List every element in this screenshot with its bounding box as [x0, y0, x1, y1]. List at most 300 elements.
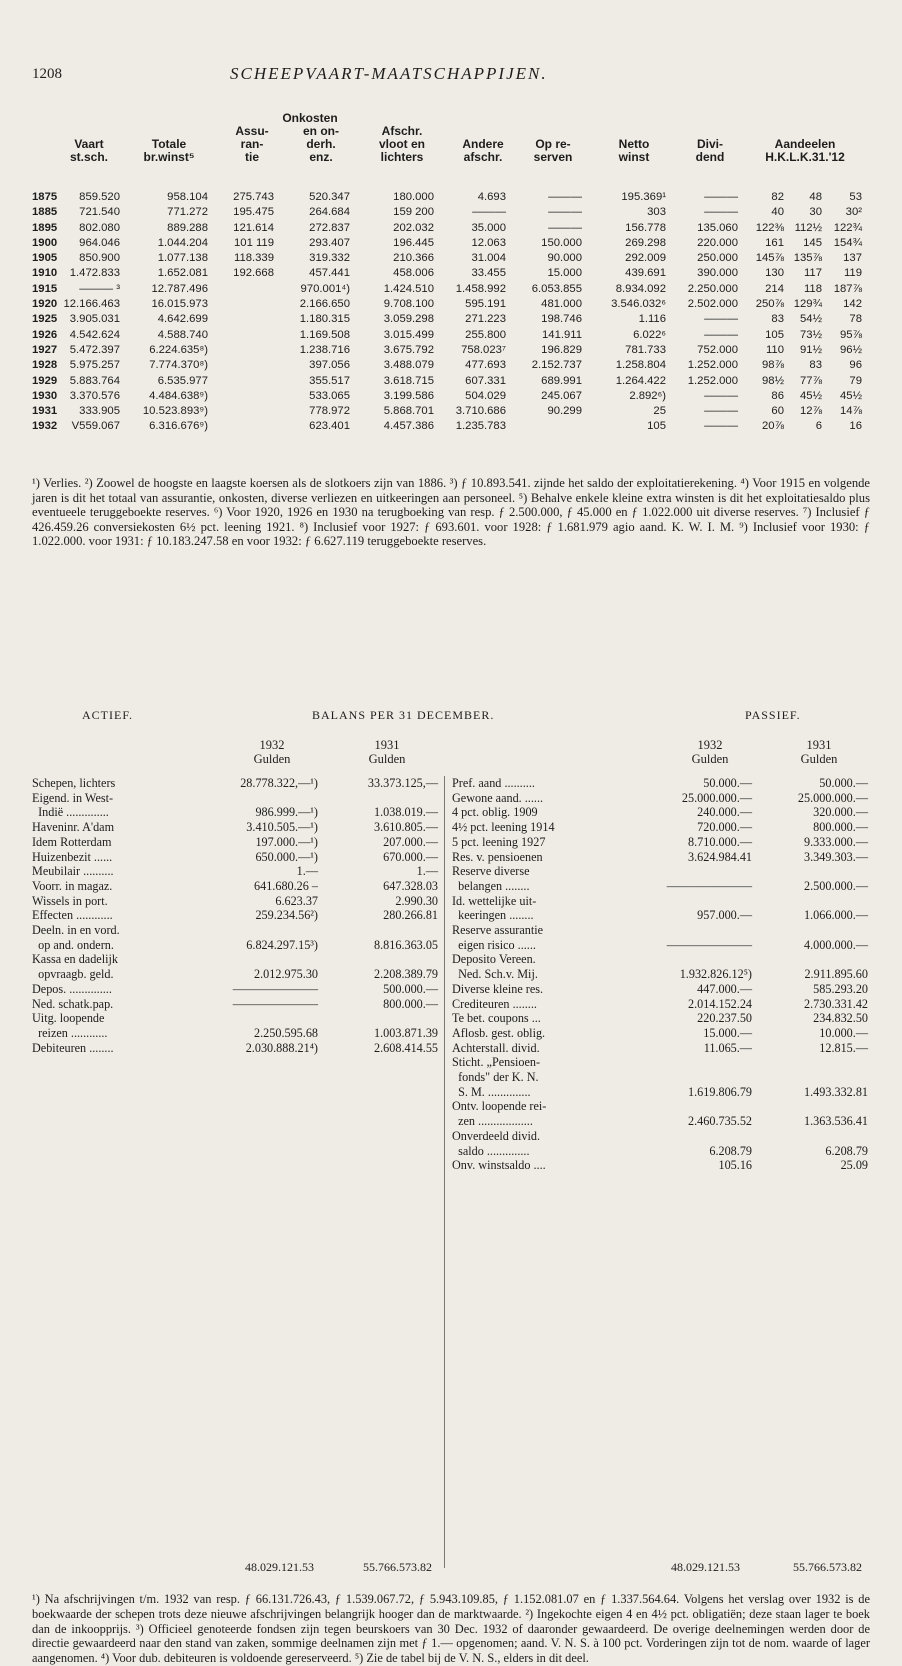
- balance-item-label: zen ..................: [452, 1114, 533, 1129]
- stat-cell-k: 145: [803, 236, 822, 249]
- stat-cell-div: 1.252.000: [687, 359, 738, 372]
- balance-item-label: Schepen, lichters: [32, 776, 116, 790]
- stat-cell-netto: 3.546.032⁶: [611, 298, 666, 311]
- balance-value-1932: 15.000.—: [703, 1025, 752, 1040]
- balance-item-label: Wissels in port.: [32, 893, 108, 908]
- stat-cell-onk: 457.441: [309, 267, 350, 280]
- balance-value-1932: 6.208.79: [709, 1143, 752, 1158]
- stat-cell-andere: 504.029: [465, 389, 506, 402]
- year-header-1932-left: 1932 Gulden: [253, 738, 291, 766]
- column-divider: [444, 776, 445, 1568]
- balance-value-1931: 8.816.363.05: [374, 937, 438, 952]
- stat-cell-h: 214: [765, 282, 784, 295]
- stat-cell-onk: 355.517: [309, 374, 350, 387]
- balance-value-1931: 9.333.000.—: [804, 834, 868, 849]
- stat-cell-h: 98½: [762, 374, 784, 387]
- stat-cell-netto: 105: [647, 420, 666, 433]
- stat-cell-afschr: 5.868.701: [383, 405, 434, 418]
- stat-cell-afschr: 3.488.079: [383, 359, 434, 372]
- stat-cell-afschr: 202.032: [393, 221, 434, 234]
- stat-cell-totale: 1.652.081: [157, 267, 208, 280]
- stat-cell-year: 1928: [32, 359, 58, 372]
- stat-cell-h: 122⅜: [755, 221, 784, 234]
- stat-cell-div: 220.000: [697, 236, 738, 249]
- balance-value-1931: 1.066.000.—: [804, 908, 868, 923]
- balance-value-1932: 447.000.—: [697, 981, 752, 996]
- year-header-1931-left: 1931 Gulden: [368, 738, 406, 766]
- stat-cell-l: 95⅞: [840, 328, 862, 341]
- header-totale: Totale br.winst⁵: [143, 137, 195, 164]
- stat-cell-res: 15.000: [547, 267, 582, 280]
- balance-value-1932: ———————: [232, 996, 318, 1011]
- stat-cell-res: 245.067: [541, 389, 582, 402]
- stat-cell-vaart: 333.905: [79, 405, 120, 418]
- statistics-rows: [32, 190, 872, 435]
- stat-cell-div: ———: [704, 313, 738, 326]
- balance-value-1932: 2.030.888.21⁴): [245, 1040, 318, 1055]
- balance-value-1931: 647.328.03: [383, 878, 438, 893]
- balance-value-1931: 280.266.81: [383, 908, 438, 923]
- stat-cell-totale: 1.044.204: [157, 236, 208, 249]
- balance-item-label: Ned. schatk.pap.: [32, 996, 114, 1011]
- stat-cell-afschr: 3.675.792: [383, 343, 434, 356]
- stat-cell-year: 1930: [32, 389, 58, 402]
- stat-cell-totale: 12.787.496: [151, 282, 208, 295]
- stat-cell-netto: 6.022⁶: [633, 328, 666, 341]
- stat-cell-year: 1927: [32, 343, 58, 356]
- balance-value-1931: 2.608.414.55: [374, 1040, 438, 1055]
- stat-cell-h: 86: [771, 389, 784, 402]
- stat-cell-l: 30²: [845, 206, 862, 219]
- stat-cell-netto: 1.258.804: [615, 359, 666, 372]
- balance-value-1931: 1.003.871.39: [374, 1025, 438, 1040]
- stat-cell-h: 83: [771, 313, 784, 326]
- stat-cell-vaart: 1.472.833: [69, 267, 120, 280]
- stat-cell-afschr: 3.199.586: [383, 389, 434, 402]
- stat-cell-div: 1.252.000: [687, 374, 738, 387]
- balance-value-1931: 800.000.—: [813, 820, 868, 835]
- balance-value-1931: 2.730.331.42: [804, 996, 868, 1011]
- balance-value-1931: 3.349.303.—: [804, 849, 868, 864]
- stat-row: [32, 404, 872, 419]
- stat-cell-onk: 778.972: [309, 405, 350, 418]
- stat-cell-h: 82: [771, 191, 784, 203]
- stat-cell-h: 20⅞: [762, 420, 784, 433]
- stat-cell-afschr: 1.424.510: [383, 282, 434, 295]
- stat-cell-l: 16: [849, 420, 862, 433]
- balance-item-label: 4½ pct. leening 1914: [452, 820, 555, 835]
- stat-cell-andere: 607.331: [465, 374, 506, 387]
- stat-cell-div: ———: [704, 191, 738, 203]
- stat-cell-afschr: 159 200: [393, 206, 434, 219]
- balance-value-1931: 12.815.—: [819, 1040, 868, 1055]
- stat-cell-andere: 477.693: [465, 359, 506, 372]
- stat-cell-netto: 292.009: [625, 252, 666, 265]
- balance-item-label: Pref. aand ..........: [452, 776, 535, 790]
- balance-value-1931: 207.000.—: [383, 834, 438, 849]
- balance-item-label: 4 pct. oblig. 1909: [452, 805, 538, 820]
- balance-item-label: Haveninr. A'dam: [32, 820, 115, 835]
- stat-cell-res: 90.000: [547, 252, 582, 265]
- stat-row: [32, 251, 872, 266]
- stat-cell-l: 96: [849, 359, 862, 372]
- stat-cell-afschr: 3.059.298: [383, 313, 434, 326]
- stat-cell-assu: 101 119: [234, 236, 274, 249]
- balance-value-1931: 1.—: [416, 864, 438, 879]
- stat-cell-k: 83: [809, 359, 822, 372]
- stat-cell-vaart: V559.067: [71, 420, 120, 433]
- stat-cell-l: 45½: [840, 389, 862, 402]
- balance-value-1932: 28.778.322,—¹): [240, 776, 318, 790]
- stat-cell-onk: 293.407: [309, 236, 350, 249]
- balance-value-1932: 2.250.595.68: [254, 1025, 318, 1040]
- stat-cell-h: 105: [765, 328, 784, 341]
- stat-cell-k: 129¾: [793, 298, 822, 311]
- stat-cell-l: 14⅞: [840, 405, 862, 418]
- stat-cell-onk: 264.684: [309, 206, 350, 219]
- stat-cell-onk: 397.056: [309, 359, 350, 372]
- stat-cell-vaart: 12.166.463: [63, 298, 120, 311]
- stat-cell-h: 145⅞: [755, 252, 784, 265]
- balance-value-1932: 1.619.806.79: [688, 1084, 752, 1099]
- stat-cell-l: 122¾: [833, 221, 862, 234]
- stat-cell-h: 40: [771, 206, 784, 219]
- stat-cell-l: 154¾: [833, 236, 862, 249]
- stat-cell-andere: 33.455: [471, 267, 506, 280]
- header-onkosten: Onkosten: [282, 111, 338, 125]
- balance-title: BALANS PER 31 DECEMBER.: [312, 708, 495, 722]
- balance-value-1932: 3.624.984.41: [688, 849, 752, 864]
- year-header-1932-right: 1932 Gulden: [691, 738, 729, 766]
- stat-cell-year: 1931: [32, 405, 58, 418]
- statistics-header: [32, 112, 872, 190]
- balance-item-label: Reserve assurantie: [452, 923, 544, 937]
- stat-cell-afschr: 210.366: [393, 252, 434, 265]
- stat-cell-div: ———: [704, 328, 738, 341]
- balance-value-1932: ———————: [666, 937, 752, 952]
- balance-item-label: Aflosb. gest. oblig.: [452, 1025, 546, 1040]
- stat-cell-res: 198.746: [541, 313, 582, 326]
- stat-cell-onk: 1.238.716: [299, 343, 350, 356]
- balance-item-label: Kassa en dadelijk: [32, 952, 118, 967]
- stat-cell-onk: 533.065: [309, 389, 350, 402]
- balance-item-label: Deposito Vereen.: [452, 952, 536, 967]
- balance-value-1931: 10.000.—: [819, 1025, 868, 1040]
- balance-value-1931: 1.363.536.41: [804, 1114, 868, 1129]
- stat-cell-res: 6.053.855: [531, 282, 582, 295]
- stat-cell-vaart: 4.542.624: [69, 328, 120, 341]
- stat-cell-netto: 195.369¹: [621, 191, 666, 203]
- stat-row: [32, 190, 872, 205]
- balance-value-1931: 585.293.20: [813, 981, 868, 996]
- stat-cell-netto: 303: [647, 206, 666, 219]
- balance-value-1932: 259.234.56²): [255, 908, 318, 923]
- balance-item-label: Reserve diverse: [452, 864, 530, 879]
- stat-cell-div: 135.060: [697, 221, 738, 234]
- stat-cell-k: 117: [803, 267, 822, 280]
- stat-row: [32, 282, 872, 297]
- stat-cell-k: 6: [815, 420, 822, 433]
- header-andere: Andere afschr.: [462, 137, 504, 164]
- running-head: SCHEEPVAART-MAATSCHAPPIJEN.: [230, 64, 548, 83]
- total-actief-1931: 55.766.573.82: [363, 1560, 432, 1574]
- balance-item-label: Crediteuren ........: [452, 996, 537, 1011]
- stat-cell-totale: 6.316.676⁹): [149, 420, 208, 433]
- balance-item-label: eigen risico ......: [452, 937, 536, 952]
- balance-item-label: Res. v. pensioenen: [452, 849, 543, 864]
- stat-row: [32, 419, 872, 434]
- stat-cell-res: ———: [548, 206, 582, 219]
- balance-item-label: Idem Rotterdam: [32, 834, 112, 849]
- balance-item-label: Huizenbezit ......: [32, 849, 113, 864]
- balance-value-1931: 25.09: [840, 1158, 868, 1173]
- stat-cell-netto: 439.691: [625, 267, 666, 280]
- balance-value-1931: 2.500.000.—: [804, 878, 868, 893]
- stat-cell-h: 110: [765, 343, 784, 356]
- balance-value-1931: 670.000.—: [383, 849, 438, 864]
- stat-cell-onk: 1.180.315: [299, 313, 350, 326]
- stat-cell-res: 481.000: [541, 298, 582, 311]
- balance-item-label: reizen ............: [32, 1025, 108, 1040]
- stat-cell-year: 1929: [32, 374, 58, 387]
- stat-cell-netto: 25: [653, 405, 666, 418]
- stat-cell-div: ———: [704, 405, 738, 418]
- stat-cell-res: ———: [548, 221, 582, 234]
- balance-value-1932: 3.410.505.—¹): [246, 820, 318, 835]
- balance-item-label: belangen ........: [452, 878, 530, 893]
- stat-cell-onk: 623.401: [309, 420, 350, 433]
- balance-item-label: op and. ondern.: [32, 937, 114, 952]
- stat-cell-res: 196.829: [541, 343, 582, 356]
- page-number: 1208: [32, 66, 62, 82]
- stat-cell-vaart: 3.370.576: [69, 389, 120, 402]
- stat-cell-netto: 781.733: [625, 343, 666, 356]
- stat-cell-andere: 31.004: [471, 252, 506, 265]
- balance-value-1931: 1.038.019.—: [374, 805, 438, 820]
- stat-cell-div: ———: [704, 206, 738, 219]
- balance-item-label: Id. wettelijke uit-: [452, 893, 537, 908]
- stat-cell-afschr: 180.000: [393, 191, 434, 203]
- total-passief-1932: 48.029.121.53: [671, 1560, 740, 1574]
- stat-cell-totale: 10.523.893⁹): [142, 405, 208, 418]
- stat-cell-res: 150.000: [541, 236, 582, 249]
- stat-row: [32, 312, 872, 327]
- stat-cell-res: 141.911: [542, 328, 582, 341]
- stat-cell-onk: 520.347: [309, 191, 350, 203]
- stat-cell-onk: 970.001⁴): [300, 282, 350, 295]
- statistics-table: [32, 112, 872, 435]
- balance-item-label: Debiteuren ........: [32, 1040, 114, 1055]
- balance-item-label: Ned. Sch.v. Mij.: [452, 967, 538, 982]
- stat-cell-h: 130: [765, 267, 784, 280]
- stat-cell-res: 2.152.737: [531, 359, 582, 372]
- balance-item-label: opvraagb. geld.: [32, 967, 114, 982]
- stat-cell-andere: 12.063: [471, 236, 506, 249]
- stat-cell-res: 90.299: [547, 405, 582, 418]
- balance-sheet: [32, 738, 868, 1583]
- balance-value-1932: 6.824.297.15³): [246, 937, 318, 952]
- stat-row: [32, 221, 872, 236]
- balance-value-1931: 25.000.000.—: [797, 790, 868, 805]
- stat-cell-andere: 271.223: [465, 313, 506, 326]
- stat-cell-andere: 35.000: [471, 221, 506, 234]
- stat-cell-totale: 16.015.973: [151, 298, 208, 311]
- header-reserven: Op re- serven: [533, 137, 573, 164]
- stat-cell-div: 752.000: [697, 343, 738, 356]
- stat-cell-assu: 195.475: [233, 206, 274, 219]
- stat-cell-vaart: 721.540: [79, 206, 120, 219]
- stat-cell-k: 48: [809, 191, 822, 203]
- stat-cell-vaart: 850.900: [79, 252, 120, 265]
- stat-cell-h: 250⅞: [755, 298, 784, 311]
- balance-value-1932: 220.237.50: [697, 1011, 752, 1026]
- year-header-1931-right: 1931 Gulden: [800, 738, 838, 766]
- balance-value-1932: 25.000.000.—: [681, 790, 752, 805]
- footnotes-statistics: [32, 476, 870, 549]
- stat-cell-andere: 1.458.992: [455, 282, 506, 295]
- stat-cell-afschr: 9.708.100: [383, 298, 434, 311]
- stat-cell-vaart: 964.046: [79, 236, 120, 249]
- stat-cell-vaart: 802.080: [79, 221, 120, 234]
- stat-cell-k: 73½: [800, 328, 822, 341]
- passief-label: PASSIEF.: [745, 708, 801, 722]
- stat-cell-vaart: 859.520: [79, 191, 120, 203]
- stat-cell-totale: 7.774.370⁸): [149, 359, 208, 372]
- balance-item-label: Achterstall. divid.: [452, 1040, 540, 1055]
- stat-cell-div: 2.502.000: [687, 298, 738, 311]
- stat-cell-div: 390.000: [697, 267, 738, 280]
- stat-cell-andere: 4.693: [477, 191, 506, 203]
- stat-cell-div: 2.250.000: [687, 282, 738, 295]
- stat-row: [32, 389, 872, 404]
- balance-value-1931: 320.000.—: [813, 805, 868, 820]
- balance-value-1932: 1.—: [296, 864, 318, 879]
- stat-cell-netto: 269.298: [625, 236, 666, 249]
- stat-cell-div: ———: [704, 420, 738, 433]
- stat-row: [32, 266, 872, 281]
- balance-value-1931: 33.373.125,—: [367, 776, 438, 790]
- balance-value-1931: 2.208.389.79: [374, 967, 438, 982]
- stat-cell-totale: 6.535.977: [157, 374, 208, 387]
- stat-cell-year: 1925: [32, 313, 58, 326]
- footnote-paragraph: ¹) Na afschrijvingen t/m. 1932 van resp. ƒ 66.131.726.43, ƒ 1.539.067.72, ƒ 5.943.109.85, ƒ 1.152.081.07 en ƒ 1.337.564.64. Volgens het verslag over 1932 is de boekwaarde der schepen trots deze nieuwe afschrijvingen belangrijk hooger dan de marktwaarde. ²) Ingekochte eigen 4 en 4½ pct. obligatiën; deze staan lager te boek dan de inkoopprijs. ³) Officieel genoteerde fondsen zijn tegen beurskoers van 30 Dec. 1932 of daaronder gewaardeerd. De overige deelnemingen werden door de directie gewaardeerd naar den stand van zaken, sommige deelnamen zijn met ƒ 1.— opgenomen; aand. V. N. S. à 100 pct. Vorderingen zijn tot de nom. waarde of lager aangenomen. ⁴) Voor dub. debiteuren is voldoende gereserveerd. ⁵) Zie de tabel bij de V. N. S., elders in dit deel.: [32, 1592, 870, 1666]
- balance-item-label: Effecten ............: [32, 908, 113, 923]
- stat-cell-andere: 255.800: [465, 328, 506, 341]
- stat-cell-onk: 319.332: [309, 252, 350, 265]
- balance-value-1932: 105.16: [718, 1158, 752, 1173]
- stat-cell-vaart: 3.905.031: [69, 313, 120, 326]
- stat-cell-h: 60: [771, 405, 784, 418]
- stat-cell-k: 77⅞: [800, 374, 822, 387]
- stat-cell-assu: 118.339: [234, 252, 274, 265]
- stat-cell-netto: 2.892⁶): [629, 389, 666, 402]
- balance-item-label: fonds" der K. N.: [452, 1070, 539, 1084]
- stat-cell-onk: 272.837: [309, 221, 350, 234]
- header-assurantie: Assu- ran- tie: [235, 124, 269, 164]
- balance-value-1931: 800.000.—: [383, 996, 438, 1011]
- stat-cell-res: ———: [548, 191, 582, 203]
- balance-value-1931: 234.832.50: [813, 1011, 868, 1026]
- stat-cell-h: 161: [765, 236, 784, 249]
- balance-value-1932: 2.012.975.30: [254, 967, 318, 982]
- balance-item-label: Deeln. in en vord.: [32, 923, 120, 937]
- stat-cell-totale: 889.288: [167, 221, 208, 234]
- stat-cell-k: 118: [803, 282, 822, 295]
- stat-cell-year: 1895: [32, 221, 58, 234]
- actief-label: ACTIEF.: [82, 708, 134, 722]
- stat-cell-year: 1905: [32, 252, 58, 265]
- stat-cell-k: 12⅞: [800, 405, 822, 418]
- balance-item-label: S. M. ..............: [452, 1084, 531, 1099]
- stat-cell-totale: 1.077.138: [157, 252, 208, 265]
- stat-cell-year: 1915: [32, 282, 58, 295]
- balance-value-1932: 11.065.—: [703, 1040, 752, 1055]
- stat-cell-k: 91½: [800, 343, 822, 356]
- balance-item-label: saldo ..............: [452, 1143, 530, 1158]
- stat-cell-totale: 4.642.699: [157, 313, 208, 326]
- stat-cell-year: 1885: [32, 206, 58, 219]
- stat-cell-onk: 2.166.650: [299, 298, 350, 311]
- balance-value-1932: 2.014.152.24: [688, 996, 752, 1011]
- stat-cell-totale: 4.484.638⁹): [149, 389, 208, 402]
- stat-cell-year: 1875: [32, 191, 58, 203]
- stat-cell-vaart: ——— ³: [79, 282, 120, 295]
- stat-cell-k: 30: [809, 206, 822, 219]
- balance-item-label: Gewone aand. ......: [452, 790, 544, 805]
- footnotes-balance: [32, 1592, 870, 1666]
- balance-item-label: Voorr. in magaz.: [32, 878, 113, 893]
- stat-cell-afschr: 4.457.386: [383, 420, 434, 433]
- stat-cell-year: 1900: [32, 236, 58, 249]
- stat-cell-assu: 275.743: [233, 191, 274, 203]
- stat-cell-year: 1926: [32, 328, 58, 341]
- balance-item-label: keeringen ........: [452, 908, 534, 923]
- balance-value-1932: 641.680.26 –: [254, 878, 318, 893]
- stat-cell-l: 142: [843, 298, 862, 311]
- balance-value-1931: 3.610.805.—: [374, 820, 438, 835]
- stat-cell-andere: 758.023⁷: [461, 343, 506, 356]
- stat-cell-afschr: 3.618.715: [383, 374, 434, 387]
- stat-cell-h: 98⅞: [762, 359, 784, 372]
- stat-cell-vaart: 5.975.257: [69, 359, 120, 372]
- stat-row: [32, 343, 872, 358]
- footnote-paragraph: ¹) Verlies. ²) Zoowel de hoogste en laagste koersen als de slotkoers zijn van 1886. ³) ƒ 10.893.541. zijnde het saldo der exploitatierekening. ⁴) Voor 1915 en volgende jaren is dit het totaal van assurantie, onkosten, diverse verliezen en uitkeeringen aan personeel. ⁵) Behalve enkele kleine extra winsten is dit het exploitatiesaldo plus eventueele teruggeboekte reserves. ⁶) Voor 1920, 1926 en 1930 na terugboeking van resp. ƒ 2.500.000, ƒ 45.000 en ƒ 1.022.000 uit diverse reserves. ⁷) Inclusief ƒ 426.459.26 conversiekosten 6½ pct. leening 1921. ⁸) Inclusief voor 1927: ƒ 693.601. voor 1928: ƒ 1.681.979 agio aand. K. W. I. M. ⁹) Inclusief voor 1930: ƒ 1.022.000. voor 1931: ƒ 10.183.247.58 en voor 1932: ƒ 6.627.119 teruggeboekte reserves.: [32, 476, 870, 548]
- stat-cell-andere: 1.235.783: [455, 420, 506, 433]
- total-actief-1932: 48.029.121.53: [245, 1560, 314, 1574]
- stat-row: [32, 205, 872, 220]
- stat-cell-vaart: 5.472.397: [69, 343, 120, 356]
- stat-cell-year: 1932: [32, 420, 58, 433]
- stat-row: [32, 297, 872, 312]
- stat-cell-res: 689.991: [541, 374, 582, 387]
- stat-row: [32, 374, 872, 389]
- balance-value-1932: 6.623.37: [275, 893, 318, 908]
- stat-cell-totale: 771.272: [167, 206, 208, 219]
- balance-value-1932: 240.000.—: [697, 805, 752, 820]
- stat-cell-l: 79: [849, 374, 862, 387]
- stat-cell-afschr: 196.445: [393, 236, 434, 249]
- stat-cell-totale: 4.588.740: [157, 328, 208, 341]
- balance-value-1931: 50.000.—: [819, 776, 868, 790]
- stat-cell-div: 250.000: [697, 252, 738, 265]
- balance-item-label: Diverse kleine res.: [452, 981, 544, 996]
- stat-cell-andere: ———: [472, 206, 506, 219]
- header-vaart: Vaart st.sch.: [69, 137, 108, 164]
- stat-cell-k: 112½: [794, 221, 822, 234]
- header-aandeelen: Aandeelen H.K.L.K.31.'12: [765, 137, 845, 164]
- header-dividend: Divi- dend: [695, 137, 725, 164]
- stat-cell-l: 137: [843, 252, 862, 265]
